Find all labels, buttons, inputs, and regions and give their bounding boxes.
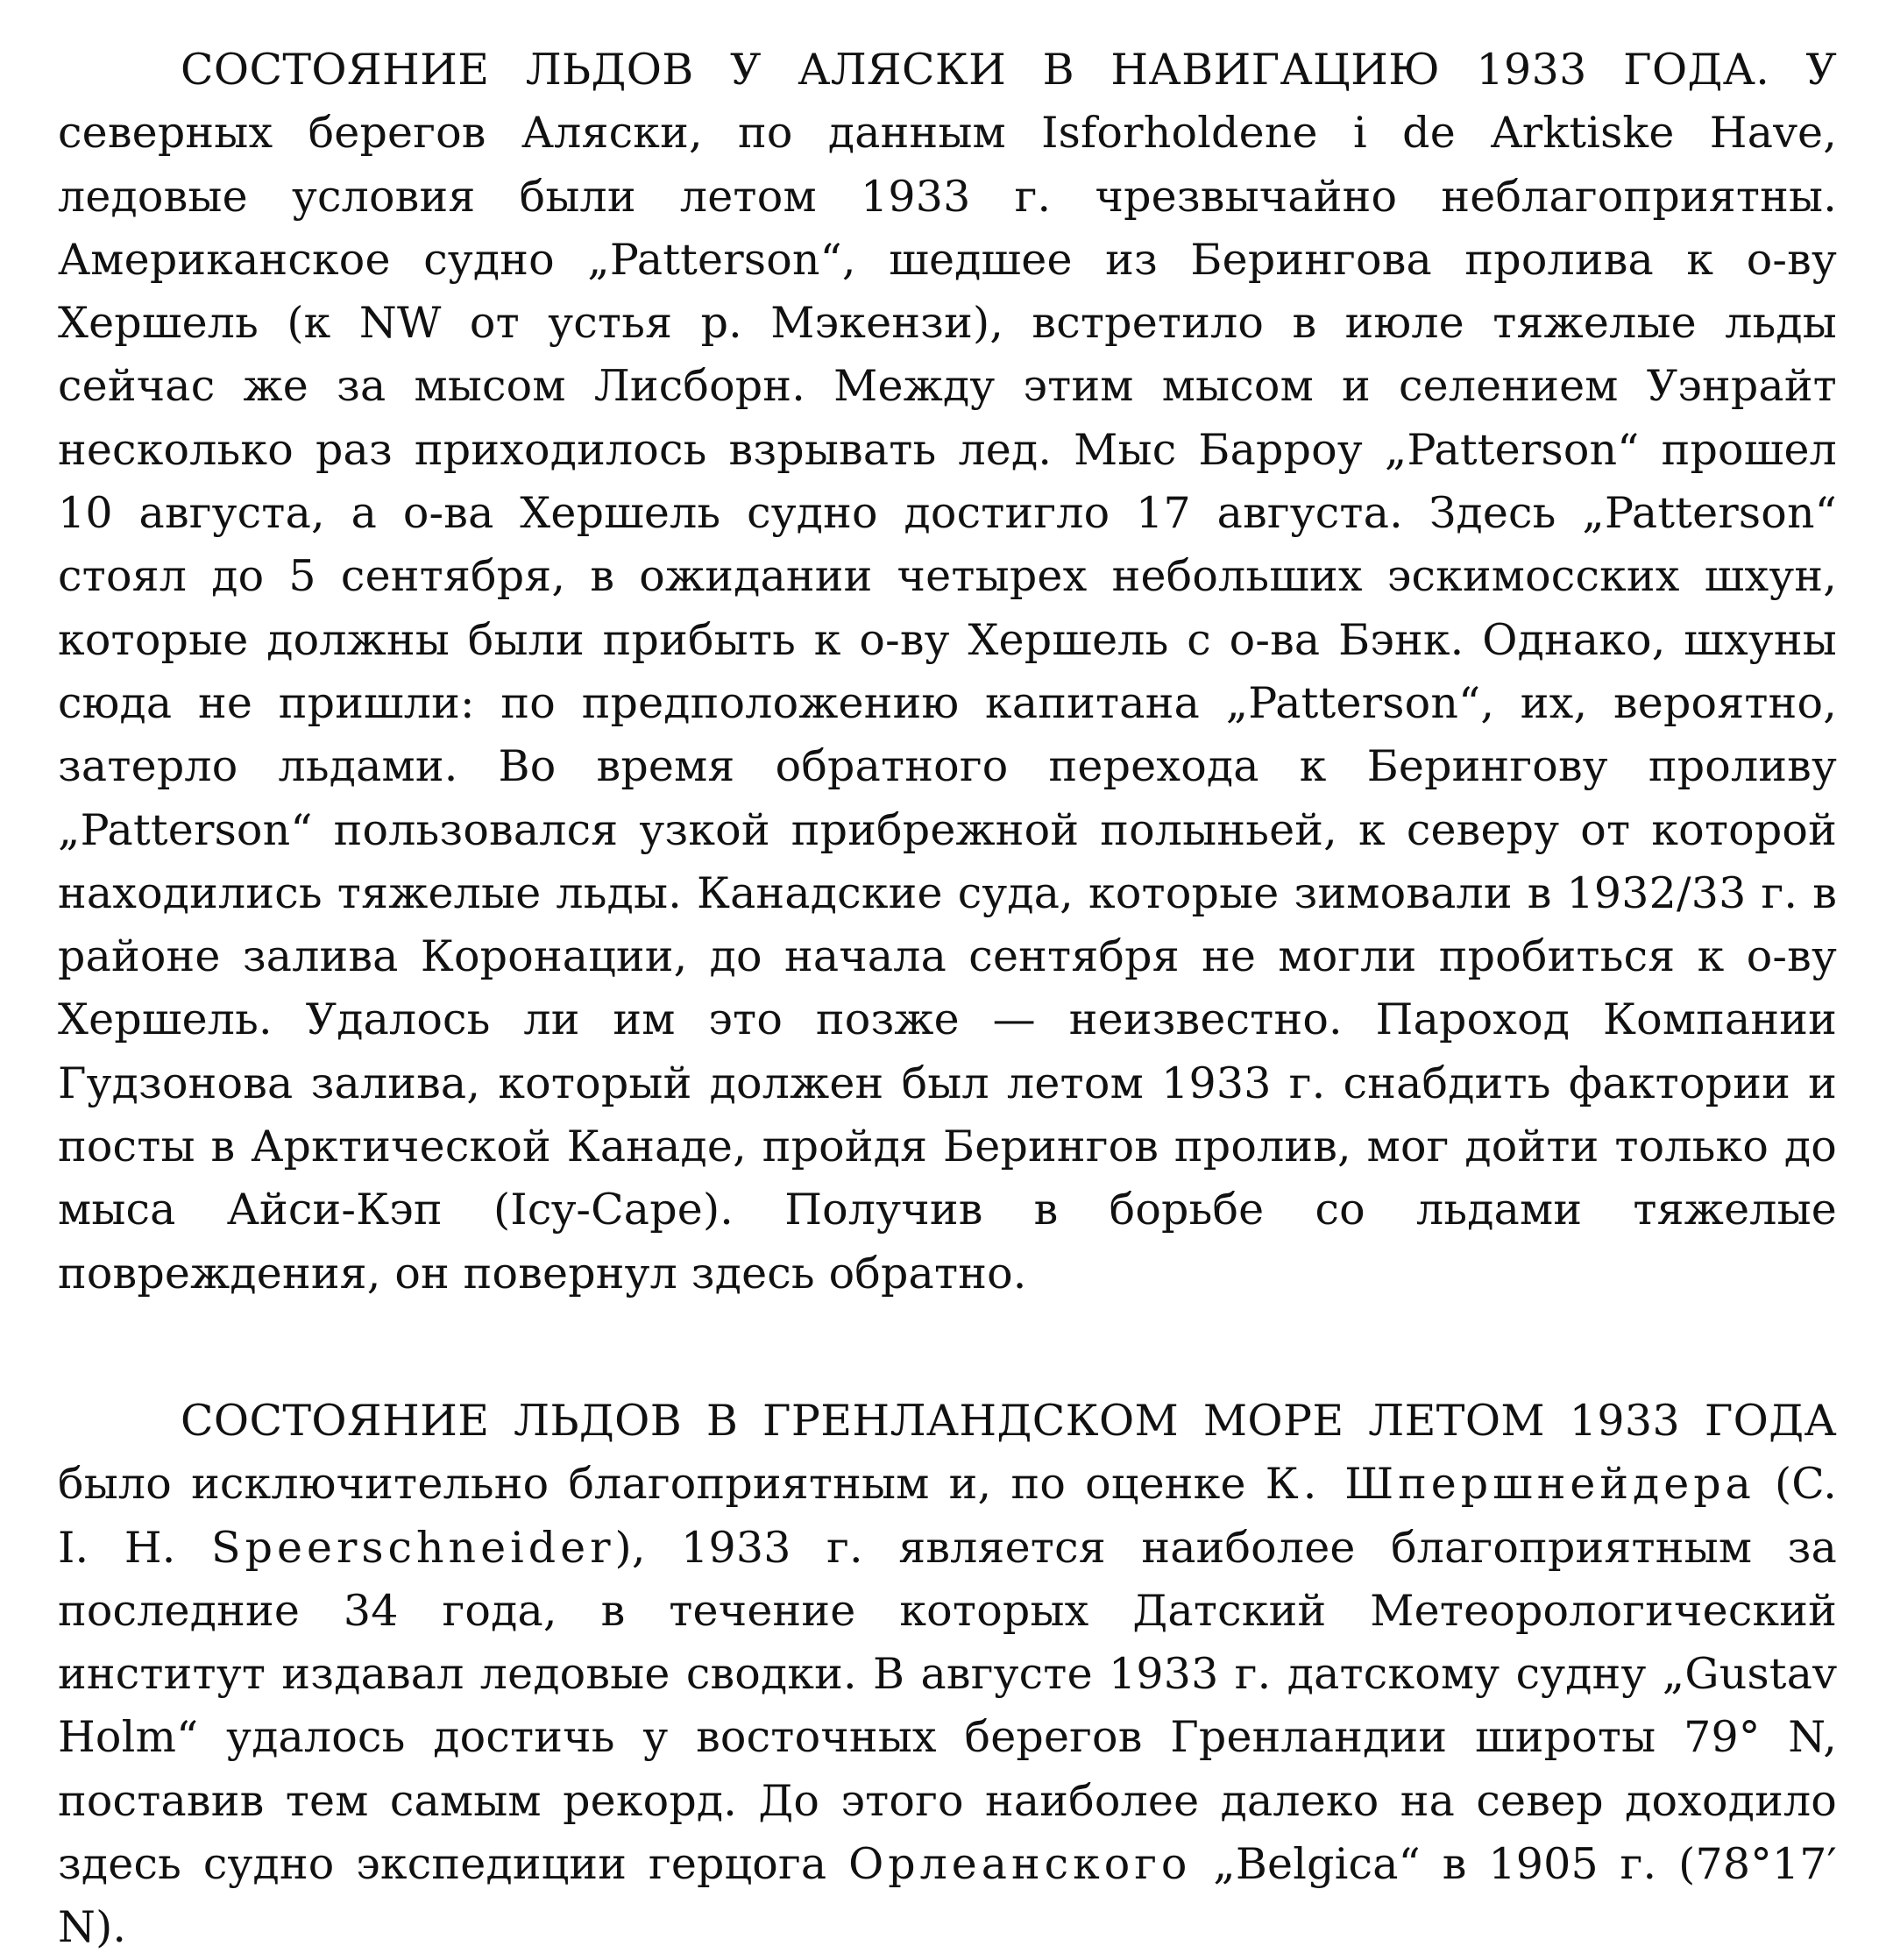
paragraph-alaska-ice [58,39,1837,1305]
paragraph-body: „Belgica“ в 1905 г. (78°17′ N). [58,1839,1837,1953]
paragraph-greenland-ice [58,1390,1837,1960]
document-page [58,39,1837,1960]
paragraph-body: У северных берегов Аляски, по данным Isforholdene i de Arktiske Have, ледовые условия были летом 1933 г. чрезвычайно неблагоприятны. Американское судно „Patterson“, шедшее из Берингова пролива к о-ву Хершель (к NW от устья р. Мэкензи), встретило в июле тяжелые льды сейчас же за мысом Лисборн. Между этим мысом и селением Уэнрайт несколько раз приходилось взрывать лед. Мыс Барроу „Patterson“ прошел 10 августа, а о-ва Хершель судно достигло 17 августа. Здесь „Patterson“ стоял до 5 сентября, в ожидании четырех небольших эскимосских шхун, которые должны были прибыть к о-ву Хершель с о-ва Бэнк. Однако, шхуны сюда не пришли: по предположению капитана „Patterson“, их, вероятно, затерло льдами. Во время обратного перехода к Берингову проливу „Patterson“ пользовался узкой прибрежной полыньей, к северу от которой находились тяжелые льды. Канадские суда, которые зимовали в 1932/33 г. в районе залива Коронации, до начала сентября не могли пробиться к о-ву Хершель. Удалось ли им это позже — неизвестно. Пароход Компании Гудзонова залива, который должен был летом 1933 г. снабдить фактории и посты в Арктической Канаде, пройдя Берингов пролив, мог дойти только до мыса Айси-Кэп (Icy-Cape). Получив в борьбе со льдами тяжелые повреждения, он повернул здесь обратно. [58,45,1837,1298]
paragraph-heading: СОСТОЯНИЕ ЛЬДОВ В ГРЕНЛАНДСКОМ МОРЕ ЛЕТОМ 1933 ГОДА [181,1395,1837,1446]
paragraph-body: (C. I. H. [58,1459,1837,1573]
paragraph-body: ), 1933 г. является наиболее благоприятным за последние 34 года, в течение которых Датский Метеорологический институт издавал ледовые сводки. В августе 1933 г. датскому судну „Gustav Holm“ удалось достичь у восточных берегов Гренландии широты 79° N, поставив тем самым рекорд. До этого наиболее далеко на север доходило здесь судно экспедиции герцога [58,1522,1837,1890]
paragraph-body: было исключительно благоприятным и, по оценке [58,1459,1266,1510]
author-name-latin: Speerschneider [211,1522,615,1573]
author-name: К. Шпершнейдера [1265,1459,1755,1510]
paragraph-heading: СОСТОЯНИЕ ЛЬДОВ У АЛЯСКИ В НАВИГАЦИЮ 1933 ГОДА. [181,45,1770,95]
duke-name: Орлеанского [848,1839,1192,1890]
